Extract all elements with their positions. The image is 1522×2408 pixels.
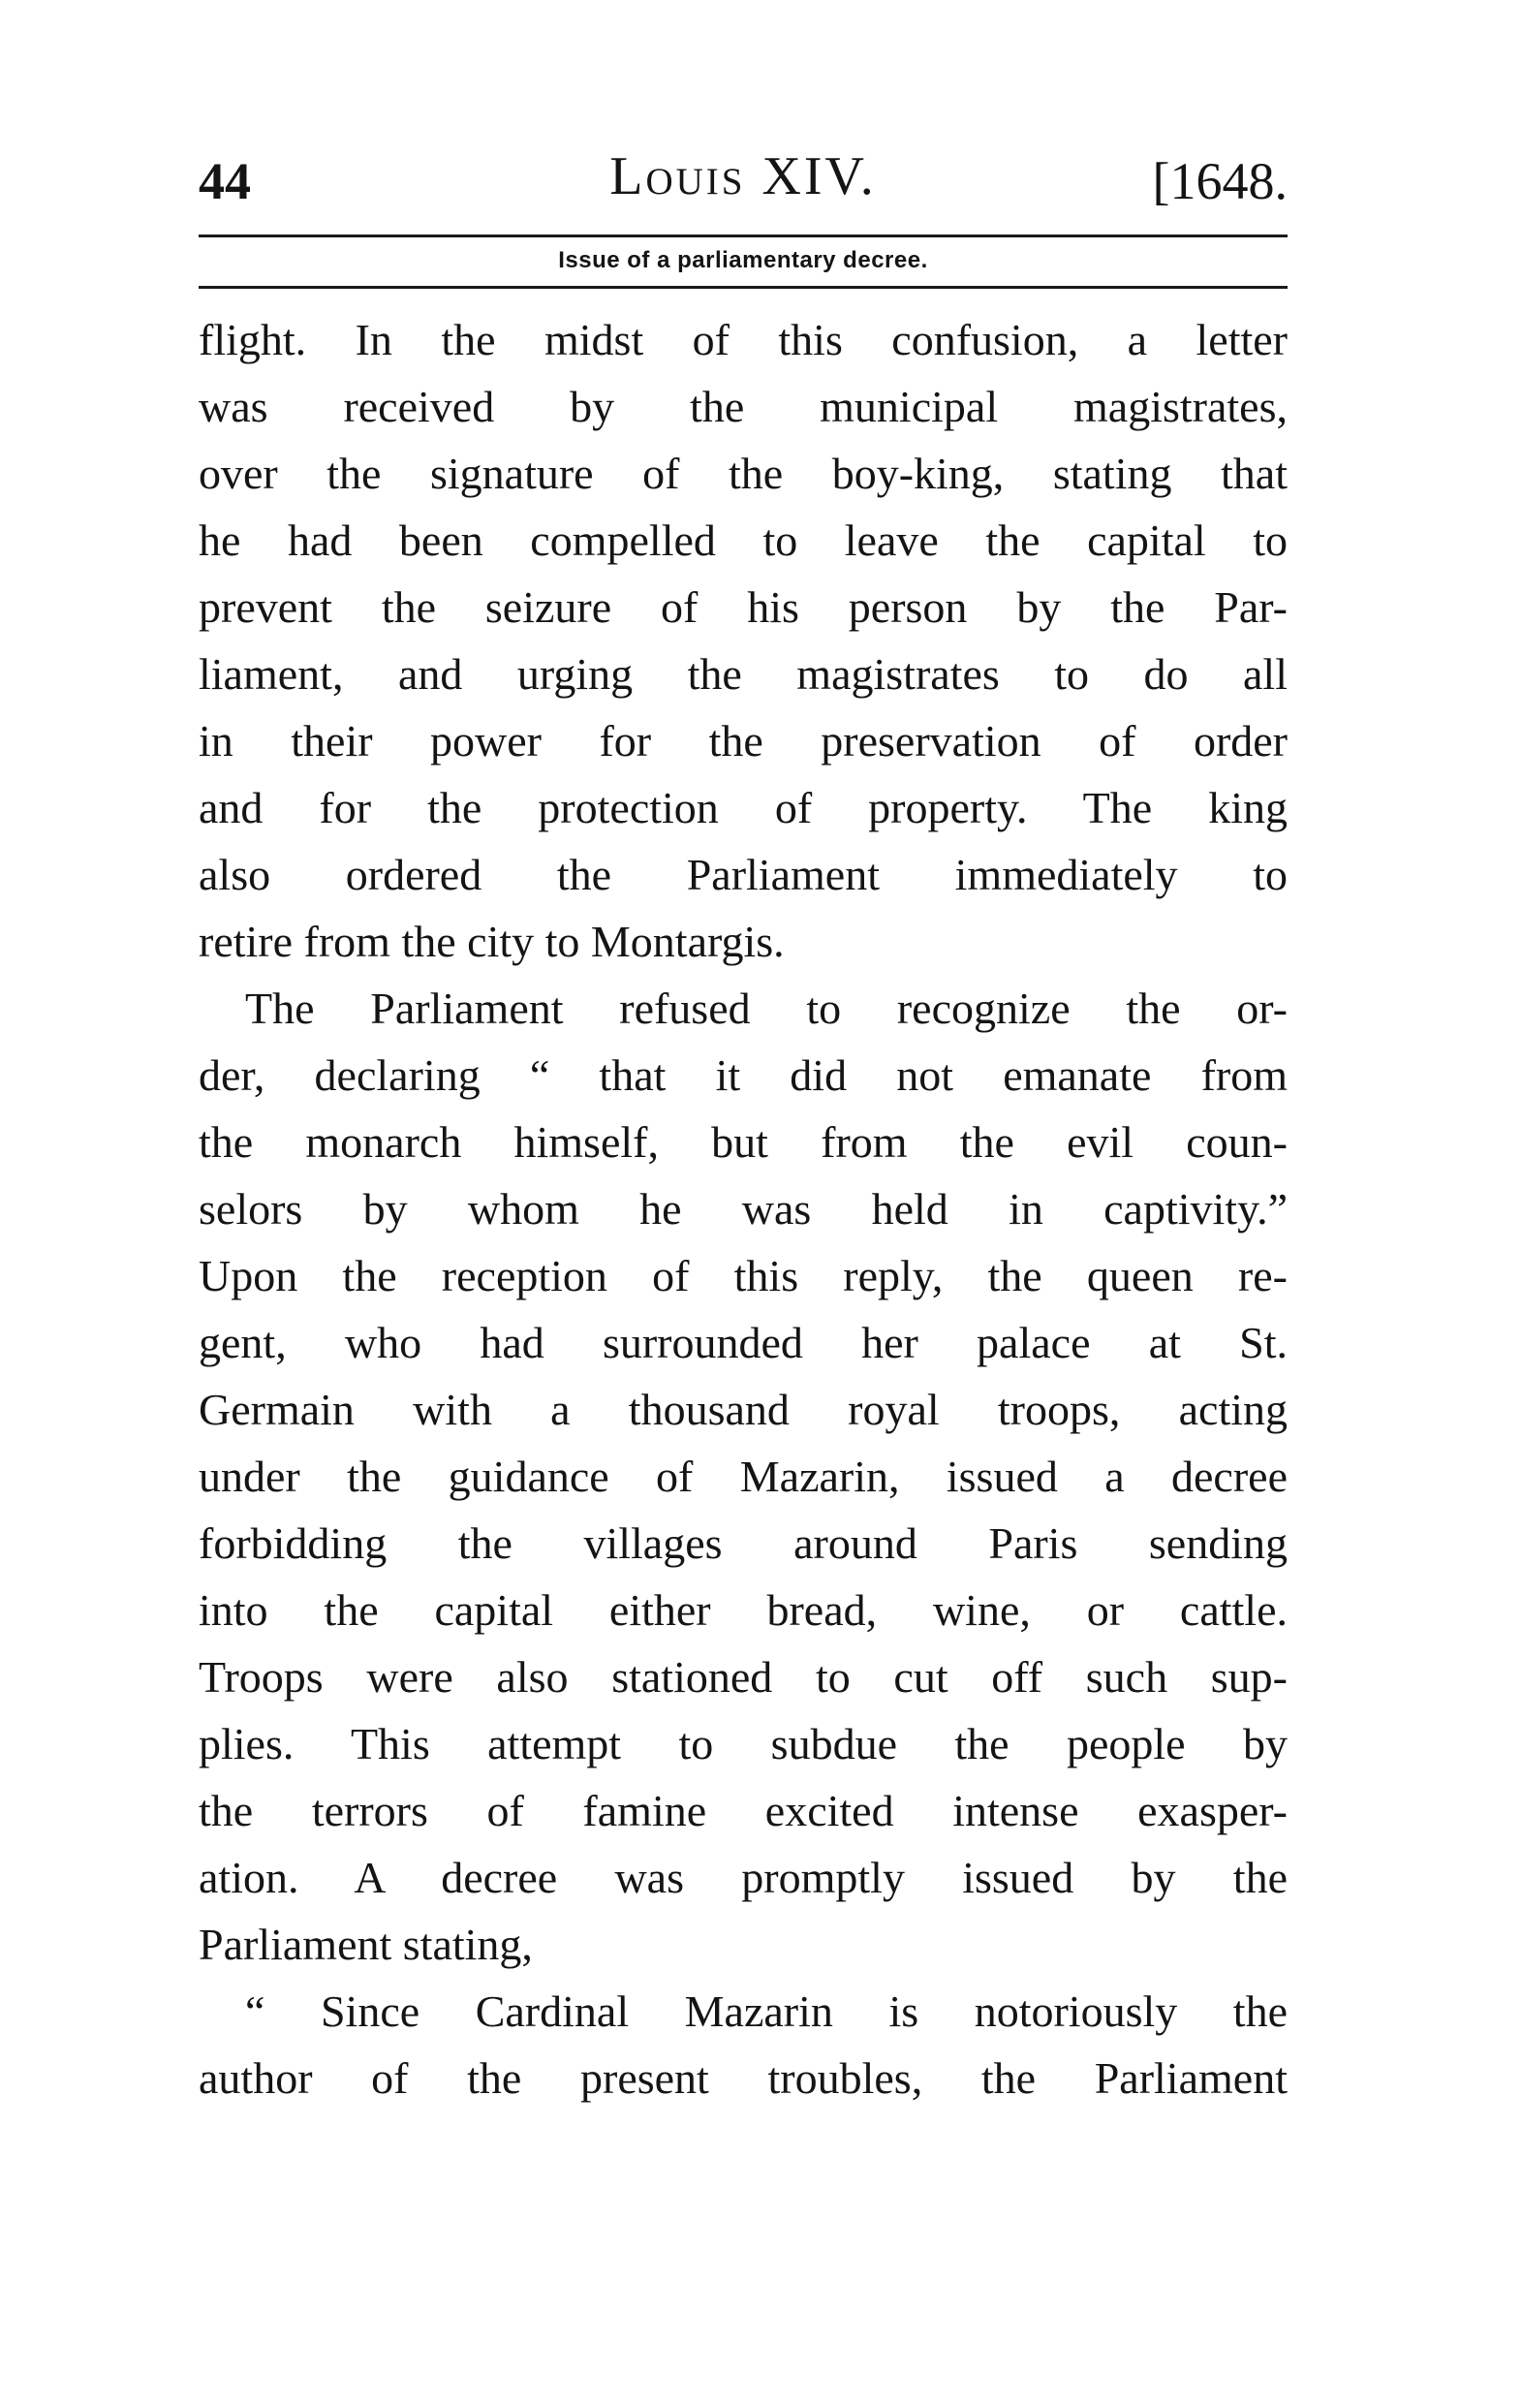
body-text	[199, 306, 1288, 2111]
text-line: liament, and urging the magistrates to do all	[199, 649, 1288, 699]
text-line: Germain with a thousand royal troops, acting	[199, 1385, 1288, 1434]
text-line: and for the protection of property. The king	[199, 783, 1288, 832]
running-title-numeral: XIV.	[761, 146, 877, 206]
text-line: over the signature of the boy-king, stating that	[199, 449, 1288, 498]
text-line: he had been compelled to leave the capital to	[199, 516, 1288, 565]
text-line: Upon the reception of this reply, the queen re-	[199, 1251, 1288, 1300]
header-year: [1648.	[1152, 152, 1288, 210]
running-title	[199, 145, 1288, 207]
text-line: plies. This attempt to subdue the people by	[199, 1719, 1288, 1768]
subhead: Issue of a parliamentary decree.	[558, 247, 928, 273]
running-title-initial: L	[609, 146, 646, 206]
text-line: the terrors of famine excited intense exasper-	[199, 1786, 1288, 1835]
text-line: The Parliament refused to recognize the or-	[245, 984, 1288, 1033]
text-line: prevent the seizure of his person by the Par-	[199, 582, 1288, 632]
header-rule-bottom	[199, 286, 1288, 289]
text-line: forbidding the villages around Paris sending	[199, 1518, 1288, 1568]
text-line: the monarch himself, but from the evil coun-	[199, 1117, 1288, 1167]
text-line: under the guidance of Mazarin, issued a decree	[199, 1452, 1288, 1501]
text-line: gent, who had surrounded her palace at St.	[199, 1318, 1288, 1367]
text-line: into the capital either bread, wine, or cattle.	[199, 1585, 1288, 1635]
text-line: ation. A decree was promptly issued by the	[199, 1853, 1288, 1902]
text-line: flight. In the midst of this confusion, a letter	[199, 315, 1288, 364]
text-line: retire from the city to Montargis.	[199, 917, 785, 966]
text-line: Troops were also stationed to cut off such sup-	[199, 1652, 1288, 1702]
running-title-small-caps: ouis	[645, 146, 746, 206]
text-line: Parliament stating,	[199, 1920, 533, 1969]
running-header	[199, 145, 1288, 213]
text-line: also ordered the Parliament immediately to	[199, 850, 1288, 899]
text-line: author of the present troubles, the Parliament	[199, 2053, 1288, 2103]
text-line: der, declaring “ that it did not emanate from	[199, 1050, 1288, 1100]
text-line: was received by the municipal magistrates,	[199, 382, 1288, 431]
text-line: “ Since Cardinal Mazarin is notoriously the	[245, 1986, 1288, 2036]
book-page	[199, 145, 1288, 2111]
text-line: in their power for the preservation of order	[199, 716, 1288, 766]
page-number: 44	[199, 152, 251, 210]
text-line: selors by whom he was held in captivity.”	[199, 1184, 1288, 1234]
